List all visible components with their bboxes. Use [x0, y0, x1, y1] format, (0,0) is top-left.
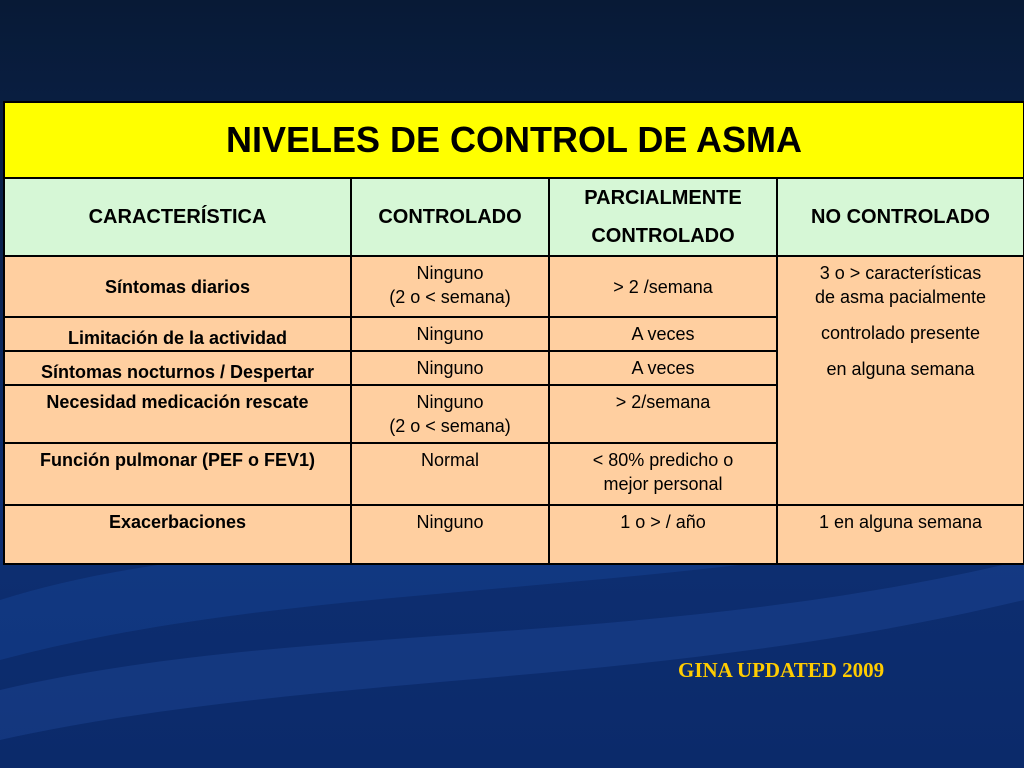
header-characteristic: CARACTERÍSTICA — [4, 178, 351, 256]
row-controlled-line1: Ninguno — [416, 392, 484, 412]
row-partial: A veces — [549, 351, 777, 385]
header-partial-line2: CONTROLADO — [591, 225, 735, 247]
row-controlled: Ninguno — [351, 505, 549, 564]
row-controlled-line2: (2 o < semana) — [389, 416, 511, 436]
row-controlled-line2: (2 o < semana) — [389, 287, 511, 307]
row-characteristic: Necesidad medicación rescate — [4, 385, 351, 443]
row-partial-line1: < 80% predicho o — [592, 450, 734, 470]
header-partially-controlled — [549, 178, 777, 256]
row-characteristic: Síntomas diarios — [4, 256, 351, 317]
row-controlled-line1: Ninguno — [416, 263, 484, 283]
row-controlled: Ninguno — [351, 351, 549, 385]
table-row — [4, 505, 1024, 564]
uncontrolled-line2: de asma pacialmente — [814, 287, 987, 307]
row-partial: 1 o > / año — [549, 505, 777, 564]
source-label: GINA UPDATED 2009 — [678, 658, 885, 682]
header-uncontrolled: NO CONTROLADO — [777, 178, 1024, 256]
row-partial-line2: mejor personal — [603, 474, 723, 494]
uncontrolled-line4: en alguna semana — [826, 359, 975, 379]
row-partial: > 2/semana — [549, 385, 777, 443]
header-controlled: CONTROLADO — [351, 178, 549, 256]
uncontrolled-line1: 3 o > características — [819, 263, 982, 283]
uncontrolled-merged-cell — [777, 256, 1024, 505]
uncontrolled-line3: controlado presente — [820, 323, 981, 343]
row-controlled: Ninguno — [351, 317, 549, 351]
row-characteristic: Limitación de la actividad — [4, 317, 351, 351]
row-characteristic: Exacerbaciones — [4, 505, 351, 564]
header-partial-line1: PARCIALMENTE — [584, 187, 742, 209]
row-controlled: Normal — [351, 443, 549, 505]
row-controlled — [351, 385, 549, 443]
header-row — [4, 178, 1024, 256]
row-characteristic: Función pulmonar (PEF o FEV1) — [4, 443, 351, 505]
row-partial: > 2 /semana — [549, 256, 777, 317]
row-partial — [549, 443, 777, 505]
row-uncontrolled: 1 en alguna semana — [777, 505, 1024, 564]
table-title: NIVELES DE CONTROL DE ASMA — [4, 102, 1024, 178]
table-row — [4, 256, 1024, 317]
asthma-control-table — [3, 101, 1024, 565]
row-characteristic: Síntomas nocturnos / Despertar — [4, 351, 351, 385]
row-controlled — [351, 256, 549, 317]
row-partial: A veces — [549, 317, 777, 351]
